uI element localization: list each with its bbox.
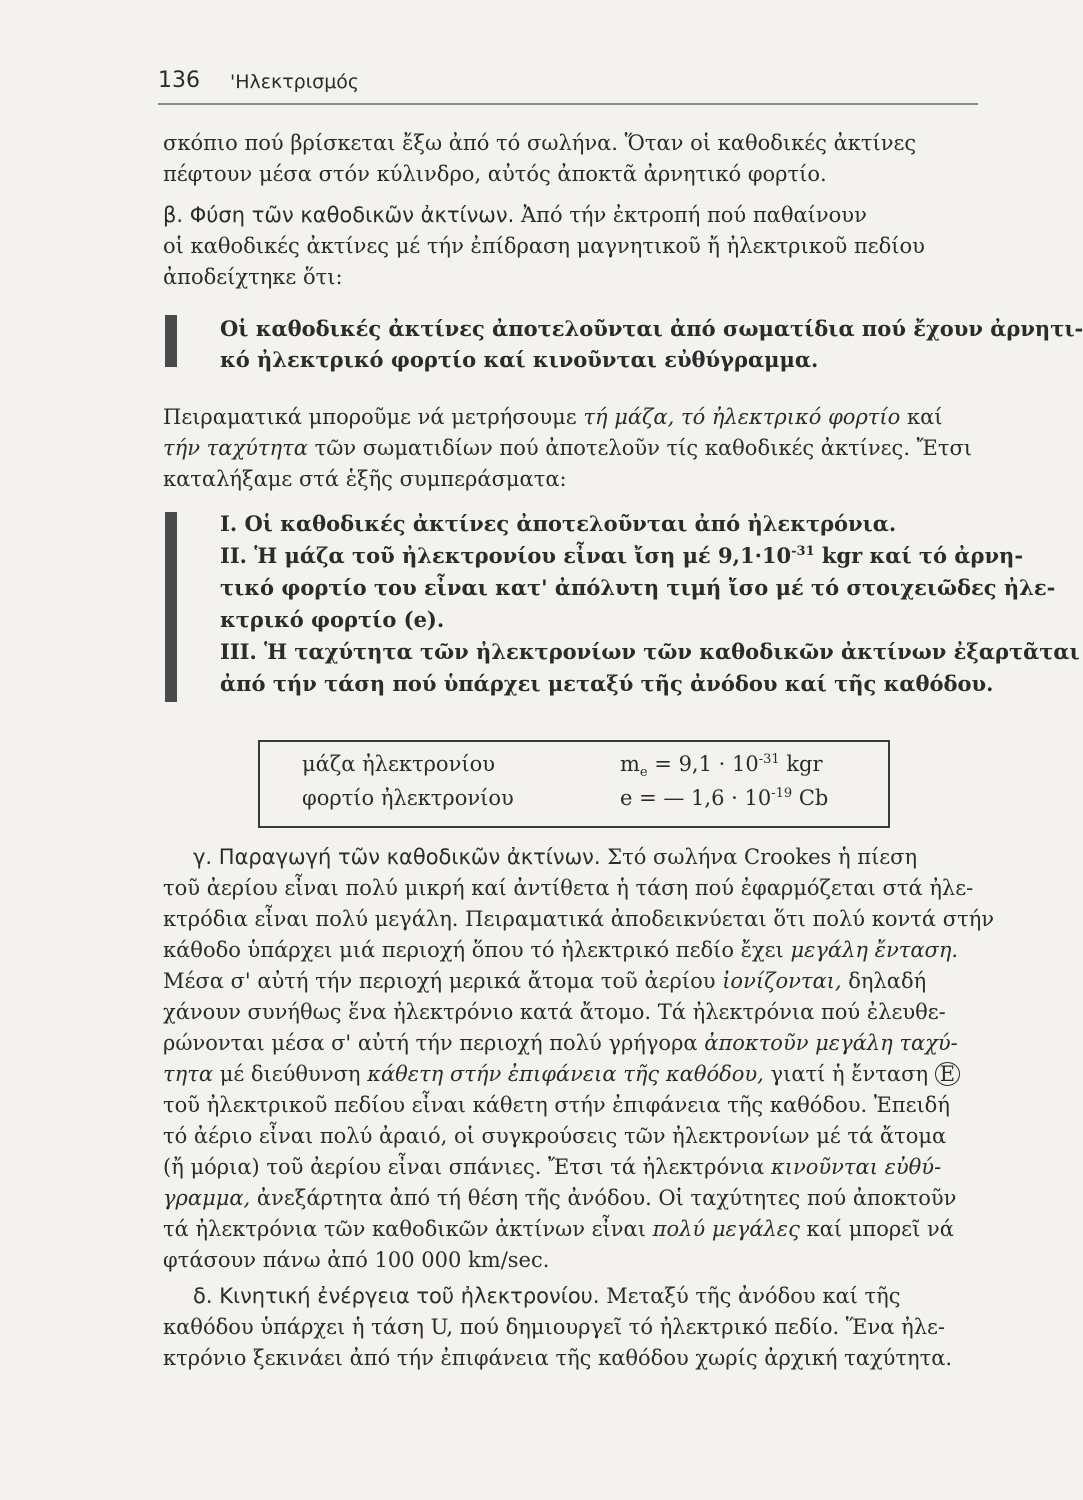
section-g-text: καί μπορεῖ νά bbox=[806, 1217, 954, 1241]
section-b-paragraph bbox=[163, 200, 980, 293]
section-g-paragraph bbox=[163, 842, 995, 1276]
charge-label: φορτίο ἠλεκτρονίου bbox=[302, 786, 514, 810]
experiment-text: Πειραματικά μποροῦμε νά μετρήσουμε bbox=[163, 405, 577, 429]
section-b-heading: β. Φύση τῶν καθοδικῶν ἀκτίνων. bbox=[163, 203, 515, 227]
section-g-text: τό ἀέριο εἶναι πολύ ἀραιό, οἱ συγκρούσεις τῶν ἠλεκτρονίων μέ τά ἄτομα bbox=[163, 1124, 947, 1148]
conclusions-bar bbox=[165, 512, 177, 702]
section-g-emphasis: κινοῦνται εὐθύ- bbox=[770, 1155, 942, 1179]
section-g-text: κτρόδια εἶναι πολύ μεγάλη. Πειραματικά ἀποδεικνύεται ὅτι πολύ κοντά στήν bbox=[163, 907, 995, 931]
page-number: 136 bbox=[158, 68, 200, 93]
section-b-text: Ἀπό τήν ἐκτροπή πού παθαίνουν bbox=[520, 203, 867, 227]
conclusion-ii-cont: κτρικό φορτίο (e). bbox=[220, 607, 445, 632]
section-g-emphasis: ἀποκτοῦν μεγάλη ταχύ- bbox=[704, 1031, 958, 1055]
charge-value: e = — $1,6 \cdot 10^{-19}$ Cb bbox=[620, 786, 829, 810]
highlight-statement bbox=[220, 313, 1083, 375]
conclusions-list bbox=[220, 508, 1080, 700]
section-g-emphasis: μεγάλη ἔνταση. bbox=[790, 938, 959, 962]
section-g-emphasis: πολύ μεγάλες bbox=[652, 1217, 800, 1241]
section-g-text: τοῦ ἠλεκτρικοῦ πεδίου εἶναι κάθετη στήν ἐπιφάνεια τῆς καθόδου. Ἐπειδή bbox=[163, 1093, 950, 1117]
conclusion-ii-cont: τικό φορτίο του εἶναι κατ' ἀπόλυτη τιμή ἴσο μέ τό στοιχειῶδες ἠλε- bbox=[220, 575, 1056, 600]
experiment-paragraph bbox=[163, 402, 980, 495]
highlight-line: κό ἠλεκτρικό φορτίο καί κινοῦνται εὐθύγραμμα. bbox=[220, 347, 819, 372]
section-g-text: ἀνεξάρτητα ἀπό τή θέση τῆς ἀνόδου. Οἱ ταχύτητες πού ἀποκτοῦν bbox=[256, 1186, 957, 1210]
section-g-text: τά ἠλεκτρόνια τῶν καθοδικῶν ἀκτίνων εἶναι bbox=[163, 1217, 646, 1241]
experiment-emphasis: τήν ταχύτητα bbox=[163, 436, 308, 460]
section-b-line: ἀποδείχτηκε ὅτι: bbox=[163, 265, 343, 289]
section-g-text: γιατί ἡ ἔνταση bbox=[770, 1062, 929, 1086]
section-g-emphasis: ἰονίζονται, bbox=[722, 969, 842, 993]
section-g-text: ρώνονται μέσα σ' αὐτή τήν περιοχή πολύ γρήγορα bbox=[163, 1031, 698, 1055]
experiment-emphasis: τή μάζα, τό ἠλεκτρικό φορτίο bbox=[583, 405, 901, 429]
section-g-text: μέ διεύθυνση bbox=[219, 1062, 361, 1086]
highlight-line: Οἱ καθοδικές ἀκτίνες ἀποτελοῦνται ἀπό σωματίδια πού ἔχουν ἀρνητι- bbox=[220, 316, 1083, 341]
header-rule bbox=[158, 103, 978, 105]
intro-paragraph bbox=[163, 128, 980, 190]
experiment-text: καί bbox=[906, 405, 943, 429]
section-g-heading: γ. Παραγωγή τῶν καθοδικῶν ἀκτίνων. bbox=[193, 845, 601, 869]
running-title: 'Ηλεκτρισμός bbox=[230, 71, 360, 93]
highlight-bar bbox=[165, 315, 177, 367]
section-g-text: χάνουν συνήθως ἕνα ἠλεκτρόνιο κατά ἄτομο. Τά ἠλεκτρόνια πού ἐλευθε- bbox=[163, 1000, 946, 1024]
intro-line: σκόπιο πού βρίσκεται ἔξω ἀπό τό σωλήνα. Ὅταν οἱ καθοδικές ἀκτίνες bbox=[163, 131, 917, 155]
section-g-text: (ἤ μόρια) τοῦ ἀερίου εἶναι σπάνιες. Ἔτσι τά ἠλεκτρόνια bbox=[163, 1155, 765, 1179]
section-g-emphasis: κάθετη στήν ἐπιφάνεια τῆς καθόδου, bbox=[367, 1062, 764, 1086]
mass-label: μάζα ἠλεκτρονίου bbox=[302, 752, 495, 776]
section-d-text: κτρόνιο ξεκινάει ἀπό τήν ἐπιφάνεια τῆς καθόδου χωρίς ἀρχική ταχύτητα. bbox=[163, 1346, 953, 1370]
section-g-text: δηλαδή bbox=[848, 969, 927, 993]
section-g-text: κάθοδο ὑπάρχει μιά περιοχή ὅπου τό ἠλεκτρικό πεδίο ἔχει bbox=[163, 938, 784, 962]
section-d-text: Μεταξύ τῆς ἀνόδου καί τῆς bbox=[599, 1284, 901, 1308]
section-d-text: καθόδου ὑπάρχει ἡ τάση U, πού δημιουργεῖ τό ἠλεκτρικό πεδίο. Ἕνα ἠλε- bbox=[163, 1315, 946, 1339]
experiment-text: καταλήξαμε στά ἑξῆς συμπεράσματα: bbox=[163, 467, 567, 491]
constants-box bbox=[258, 740, 890, 828]
section-g-text: φτάσουν πάνω ἀπό 100 000 km/sec. bbox=[163, 1248, 550, 1272]
conclusion-iii-cont: ἀπό τήν τάση πού ὑπάρχει μεταξύ τῆς ἀνόδου καί τῆς καθόδου. bbox=[220, 671, 994, 696]
conclusion-ii: II. Ἡ μάζα τοῦ ἠλεκτρονίου εἶναι ἴση μέ $9,1\cdot 10^{-31}$ kgr καί τό ἀρνη- bbox=[220, 543, 1024, 568]
page-header bbox=[158, 68, 978, 102]
conclusion-i: I. Οἱ καθοδικές ἀκτίνες ἀποτελοῦνται ἀπό ἠλεκτρόνια. bbox=[220, 511, 897, 536]
mass-value: $m_e = 9,1 \cdot 10^{-31}$ kgr bbox=[620, 752, 823, 781]
conclusion-iii: III. Ἡ ταχύτητα τῶν ἠλεκτρονίων τῶν καθοδικῶν ἀκτίνων ἐξαρτᾶται bbox=[220, 639, 1080, 664]
section-g-emphasis: γραμμα, bbox=[163, 1186, 251, 1210]
section-g-text: Στό σωλήνα Crookes ἡ πίεση bbox=[600, 845, 918, 869]
section-d-paragraph bbox=[163, 1281, 980, 1374]
section-g-emphasis: τητα bbox=[163, 1062, 213, 1086]
section-d-heading: δ. Κινητική ἐνέργεια τοῦ ἠλεκτρονίου. bbox=[193, 1284, 600, 1308]
section-g-text: Μέσα σ' αὐτή τήν περιοχή μερικά ἄτομα τοῦ ἀερίου bbox=[163, 969, 716, 993]
intro-line: πέφτουν μέσα στόν κύλινδρο, αὐτός ἀποκτᾶ ἀρνητικό φορτίο. bbox=[163, 162, 827, 186]
field-vector-symbol: E bbox=[935, 1062, 960, 1086]
section-b-line: οἱ καθοδικές ἀκτίνες μέ τήν ἐπίδραση μαγνητικοῦ ἤ ἠλεκτρικοῦ πεδίου bbox=[163, 234, 925, 258]
section-g-text: τοῦ ἀερίου εἶναι πολύ μικρή καί ἀντίθετα ἡ τάση πού ἐφαρμόζεται στά ἠλε- bbox=[163, 876, 974, 900]
experiment-text: τῶν σωματιδίων πού ἀποτελοῦν τίς καθοδικές ἀκτίνες. Ἔτσι bbox=[314, 436, 973, 460]
